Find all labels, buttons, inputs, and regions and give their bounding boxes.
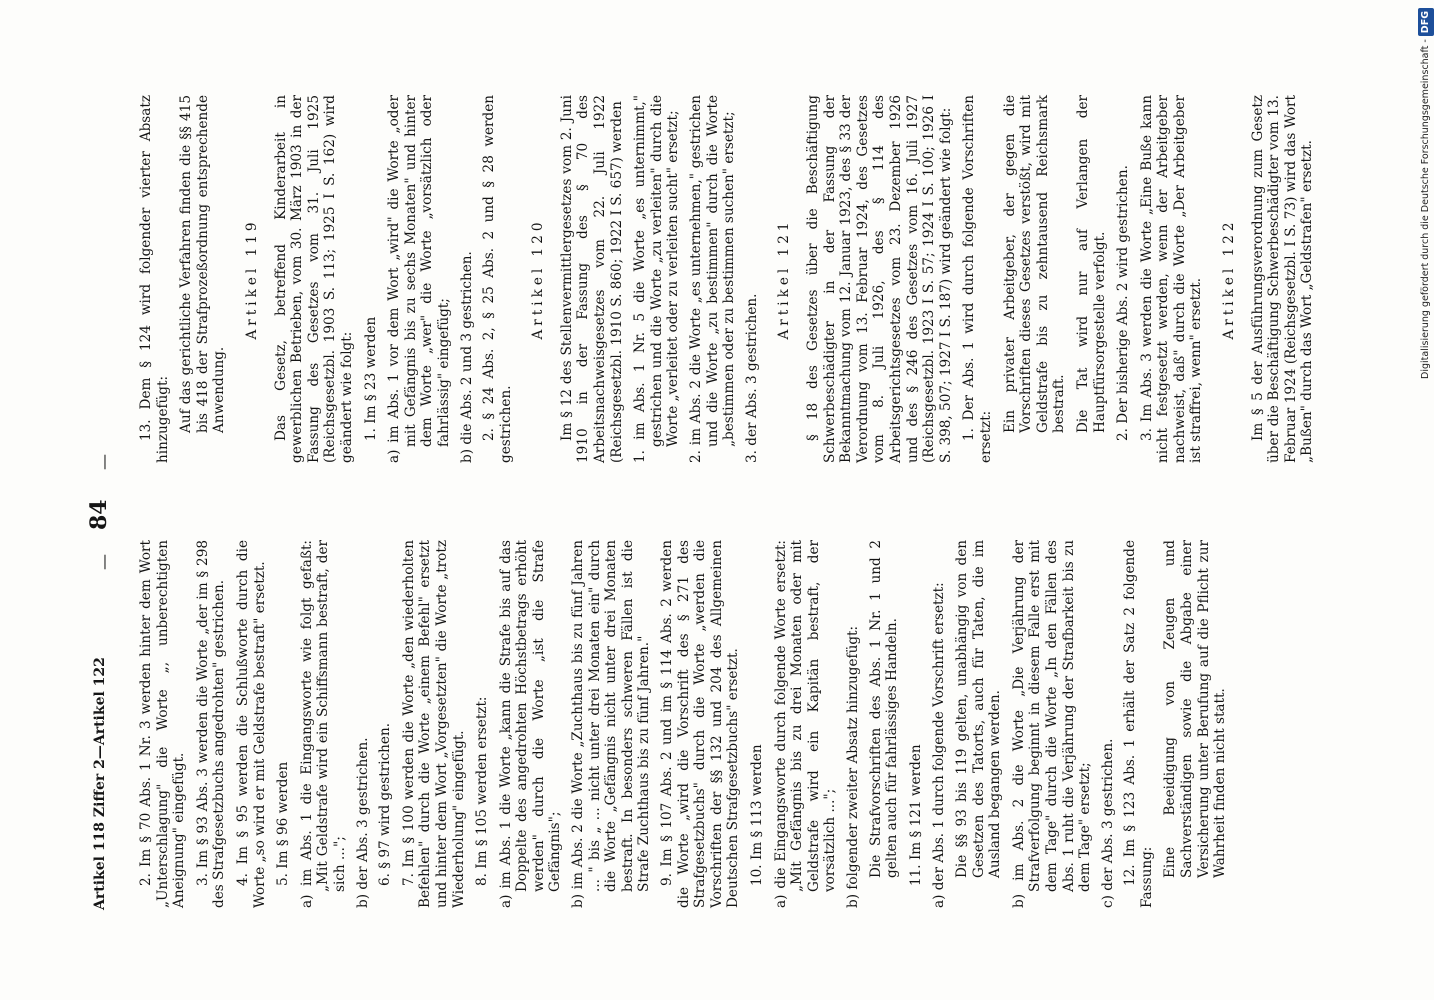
quoted-provision: Auf das gerichtliche Verfahren finden die §§ 415 bis 418 der Strafprozeßordnung entsprechende Anwendung.	[178, 95, 228, 433]
paragraph: 4. Im § 95 werden die Schlußworte durch die Worte „so wird er mit Geldstrafe bestraft" ersetzt.	[234, 540, 268, 908]
paragraph: Im § 5 der Ausführungsverordnung zum Gesetz über die Beschäftigung Schwerbeschädigter vom 13. Februar 1924 (Reichsgesetzbl. I S. 73) wird das Wort „Bußen" durch das Wort „Geldstrafen" ersetzt.	[1249, 95, 1316, 463]
paragraph: 10. Im § 113 werden	[749, 744, 765, 886]
paragraph: Das Gesetz, betreffend Kinderarbeit in gewerblichen Betrieben, vom 30. März 1903 in der Fassung des Gesetzes vom 31. Juli 1925 (Reichsgesetzbl. 1903 S. 113; 1925 I S. 162) wird geändert wie folgt:	[272, 95, 355, 463]
paragraph: 1. Im § 23 werden	[362, 316, 379, 441]
left-column	[138, 540, 1236, 908]
paragraph: 1. Der Abs. 1 wird durch folgende Vorschriften ersetzt:	[961, 95, 994, 463]
digitization-credit-label: Digitalisierung gefördert durch die Deutsche Forschungsgemeinschaft -	[1420, 39, 1431, 379]
sub-item: 1. im Abs. 1 Nr. 5 die Worte „es unternimmt," gestrichen und die Worte „zu verleiten" durch die Worte „verleitet oder zu verleiten sucht" ersetzt;	[632, 95, 682, 463]
sub-item: a) im Abs. 1 die Worte „kann die Strafe bis auf das Doppelte des angedrohten Höchstbetrags erhöht werden" durch die Worte „ist die Strafe Gefängnis";	[497, 540, 564, 908]
quoted-provision: Die §§ 93 bis 119 gelten, unabhängig von den Gesetzen des Tatorts, auch für Taten, die im Ausland begangen werden.	[953, 540, 1004, 878]
sub-item: a) im Abs. 1 vor dem Wort „wird" die Worte „oder mit Gefängnis bis zu sechs Monaten" und hinter dem Worte „wer" die Worte „vorsätzlich oder fahrlässig" eingefügt;	[386, 95, 452, 463]
paragraph: 7. Im § 100 werden die Worte „den wiederholten Befehlen" durch die Worte „einem Befehl" ersetzt und hinter dem Wort „Vorgesetzten" die Worte „trotz Wiederholung" eingefügt.	[400, 540, 467, 908]
article-heading: Artikel 119	[243, 218, 260, 340]
sub-item: a) im Abs. 1 die Eingangsworte wie folgt gefaßt: „Mit Geldstrafe wird ein Schiffsmann bestraft, der sich ...";	[298, 540, 348, 908]
dash-right: —	[94, 454, 113, 470]
paragraph: Im § 12 des Stellenvermittlergesetzes vom 2. Juni 1910 in der Fassung des § 70 des Arbeitsnachweisgesetzes vom 22. Juli 1922 (Reichsgesetzbl. 1910 S. 860; 1922 I S. 657) werden	[558, 95, 625, 463]
sub-item: b) im Abs. 2 die Worte „Die Verjährung der Strafverfolgung beginnt in diesem Falle erst mit dem Tage" durch die Worte „In den Fällen des Abs. 1 ruht die Verjährung der Strafbarkeit bis zu dem Tage" ersetzt;	[1010, 540, 1094, 908]
paragraph: 6. § 97 wird gestrichen.	[377, 722, 394, 886]
paragraph: § 18 des Gesetzes über die Beschäftigung Schwerbeschädigter in der Fassung der Bekanntmachung vom 12. Januar 1923, des § 33 der Verordnung vom 13. Februar 1924, des Gesetzes vom 8. Juli 1926, des § 114 des Arbeitsgerichtsgesetzes vom 23. Dezember 1926 und des § 246 des Gesetzes vom 16. Juli 1927 (Reichsgesetzbl. 1923 I S. 57; 1924 I S. 100; 1926 I S. 398, 507; 1927 I S. 187) wird geändert wie folgt:	[805, 95, 954, 463]
sub-item: b) im Abs. 2 die Worte „Zuchthaus bis zu fünf Jahren ... " bis „ ... nicht unter drei Monaten ein" durch die Worte „Gefängnis nicht unter drei Monaten bestraft. In besonders schweren Fällen ist die Strafe Zuchthaus bis zu fünf Jahren."	[570, 540, 653, 908]
sub-item: b) der Abs. 3 gestrichen.	[354, 737, 371, 908]
paragraph: 12. Im § 123 Abs. 1 erhält der Satz 2 folgende Fassung:	[1122, 540, 1155, 908]
paragraph: 2. § 24 Abs. 2, § 25 Abs. 2 und § 28 werden gestrichen.	[481, 95, 514, 463]
sub-item: 3. der Abs. 3 gestrichen.	[743, 293, 760, 463]
right-column	[138, 95, 1323, 463]
paragraph: 5. Im § 96 werden	[275, 761, 292, 886]
running-head	[86, 90, 116, 910]
sub-item: a) die Eingangsworte durch folgende Worte ersetzt: „Mit Gefängnis bis zu drei Monaten oder mit Geldstrafe wird ein Kapitän bestraft, der vorsätzlich ...";	[772, 540, 839, 908]
running-head-title: Artikel 118 Ziffer 2—Artikel 122	[92, 657, 108, 910]
paragraph: 8. Im § 105 werden ersetzt:	[474, 696, 491, 886]
quoted-provision: Die Tat wird nur auf Verlangen der Hauptfürsorgestelle verfolgt.	[1074, 95, 1108, 433]
paragraph: 3. Im § 93 Abs. 3 werden die Worte „der im § 298 des Strafgesetzbuchs angedrohten" gestrichen.	[194, 540, 228, 908]
article-heading: Artikel 121	[776, 218, 793, 340]
digitization-credit-text	[1418, 8, 1434, 448]
sub-item: c) der Abs. 3 gestrichen.	[1099, 738, 1116, 908]
sub-item: b) die Abs. 2 und 3 gestrichen.	[458, 251, 475, 463]
article-heading: Artikel 120	[530, 218, 547, 340]
paragraph: 13. Dem § 124 wird folgender vierter Absatz hinzugefügt:	[138, 95, 171, 463]
sub-item: 2. im Abs. 2 die Worte „es unternehmen," gestrichen und die Worte „zu bestimmen" durch die Worte „bestimmen oder zu bestimmen suchen" ersetzt;	[688, 95, 738, 463]
paragraph: 2. Im § 70 Abs. 1 Nr. 3 werden hinter dem Wort „Unterschlagung" die Worte „, unberechtigten Aneignung" eingefügt.	[138, 540, 188, 908]
article-heading: Artikel 122	[1221, 218, 1238, 340]
paragraph: 2. Der bisherige Abs. 2 wird gestrichen.	[1115, 165, 1132, 441]
paragraph: 3. Im Abs. 3 werden die Worte „Eine Buße kann nicht festgesetzt werden, wenn der Arbeitgeber nachweist, daß" durch die Worte „Der Arbeitgeber ist straffrei, wenn" ersetzt.	[1138, 95, 1205, 463]
digitization-credit	[1418, 8, 1434, 448]
dash-left: —	[94, 554, 113, 570]
sub-item: a) der Abs. 1 durch folgende Vorschrift ersetzt:	[931, 582, 948, 908]
paragraph: 9. Im § 107 Abs. 2 und im § 114 Abs. 2 werden die Worte „wird die Vorschrift des § 271 des Strafgesetzbuchs" durch die Worte „werden die Vorschriften der §§ 132 und 204 des Allgemeinen Deutschen Strafgesetzbuchs" ersetzt.	[659, 540, 742, 908]
paragraph: 11. Im § 121 werden	[907, 744, 924, 886]
quoted-provision: Die Strafvorschriften des Abs. 1 Nr. 1 und 2 gelten auch für fahrlässiges Handeln.	[867, 540, 901, 878]
quoted-provision: Ein privater Arbeitgeber, der gegen die Vorschriften dieses Gesetzes verstößt, wird mit Geldstrafe bis zu zehntausend Reichsmark bestraft.	[1001, 95, 1068, 433]
page-number: 84	[86, 499, 112, 530]
sub-item: b) folgender zweiter Absatz hinzugefügt:	[844, 625, 861, 908]
quoted-provision: Eine Beeidigung von Zeugen und Sachverständigen sowie die Abgabe einer Versicherung unter Berufung auf die Pflicht zur Wahrheit finden nicht statt.	[1162, 540, 1229, 878]
dfg-logo: DFG	[1418, 8, 1434, 36]
